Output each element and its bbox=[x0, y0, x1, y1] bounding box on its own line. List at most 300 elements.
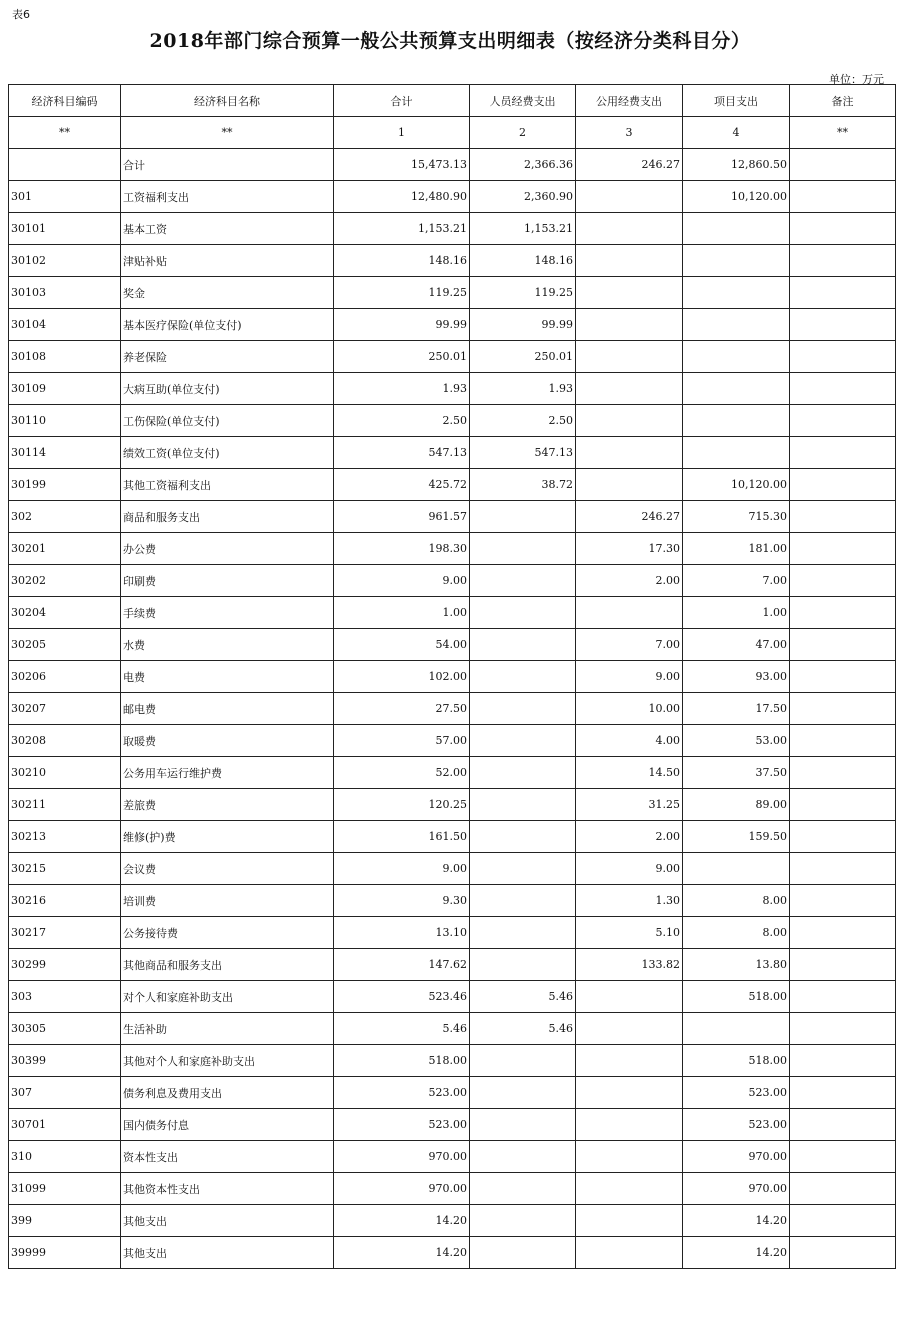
personnel-cell: 5.46 bbox=[470, 981, 576, 1013]
personnel-cell bbox=[470, 917, 576, 949]
code-cell: 30104 bbox=[9, 309, 121, 341]
table-row bbox=[9, 405, 896, 437]
code-cell: 310 bbox=[9, 1141, 121, 1173]
code-cell: 30701 bbox=[9, 1109, 121, 1141]
index-row bbox=[9, 117, 896, 149]
note-cell bbox=[790, 309, 896, 341]
note-cell bbox=[790, 1109, 896, 1141]
personnel-cell bbox=[470, 1173, 576, 1205]
note-cell bbox=[790, 501, 896, 533]
personnel-cell bbox=[470, 597, 576, 629]
note-cell bbox=[790, 245, 896, 277]
table-row bbox=[9, 757, 896, 789]
personnel-cell bbox=[470, 629, 576, 661]
code-cell: 30202 bbox=[9, 565, 121, 597]
note-cell bbox=[790, 533, 896, 565]
name-cell: 培训费 bbox=[121, 885, 334, 917]
personnel-cell bbox=[470, 1141, 576, 1173]
personnel-cell bbox=[470, 789, 576, 821]
note-cell bbox=[790, 1045, 896, 1077]
table-row bbox=[9, 181, 896, 213]
total-cell: 119.25 bbox=[334, 277, 470, 309]
project-cell bbox=[683, 341, 790, 373]
table-row bbox=[9, 949, 896, 981]
note-cell bbox=[790, 565, 896, 597]
code-cell: 30210 bbox=[9, 757, 121, 789]
personnel-cell: 2.50 bbox=[470, 405, 576, 437]
public-cell: 133.82 bbox=[576, 949, 683, 981]
table-row bbox=[9, 1205, 896, 1237]
project-cell: 970.00 bbox=[683, 1173, 790, 1205]
table-row bbox=[9, 309, 896, 341]
table-row bbox=[9, 725, 896, 757]
name-cell: 邮电费 bbox=[121, 693, 334, 725]
name-cell: 资本性支出 bbox=[121, 1141, 334, 1173]
note-cell bbox=[790, 149, 896, 181]
total-cell: 120.25 bbox=[334, 789, 470, 821]
personnel-cell: 5.46 bbox=[470, 1013, 576, 1045]
name-cell: 其他资本性支出 bbox=[121, 1173, 334, 1205]
note-cell bbox=[790, 437, 896, 469]
personnel-cell bbox=[470, 501, 576, 533]
note-cell bbox=[790, 1077, 896, 1109]
name-cell: 取暖费 bbox=[121, 725, 334, 757]
table-row bbox=[9, 501, 896, 533]
code-cell: 30215 bbox=[9, 853, 121, 885]
project-cell: 8.00 bbox=[683, 885, 790, 917]
name-cell: 工伤保险(单位支付) bbox=[121, 405, 334, 437]
public-cell bbox=[576, 981, 683, 1013]
public-cell bbox=[576, 309, 683, 341]
table-row bbox=[9, 437, 896, 469]
table-row bbox=[9, 277, 896, 309]
total-cell: 970.00 bbox=[334, 1141, 470, 1173]
code-cell: 30399 bbox=[9, 1045, 121, 1077]
project-cell bbox=[683, 373, 790, 405]
table-row bbox=[9, 693, 896, 725]
name-cell: 公务用车运行维护费 bbox=[121, 757, 334, 789]
public-cell bbox=[576, 469, 683, 501]
code-cell: 30109 bbox=[9, 373, 121, 405]
public-cell bbox=[576, 181, 683, 213]
code-cell: 30108 bbox=[9, 341, 121, 373]
public-cell bbox=[576, 1077, 683, 1109]
name-cell: 奖金 bbox=[121, 277, 334, 309]
code-cell: 30103 bbox=[9, 277, 121, 309]
public-cell: 246.27 bbox=[576, 501, 683, 533]
code-cell: 30299 bbox=[9, 949, 121, 981]
table-row bbox=[9, 885, 896, 917]
project-cell bbox=[683, 853, 790, 885]
total-cell: 14.20 bbox=[334, 1237, 470, 1269]
public-cell bbox=[576, 1237, 683, 1269]
code-cell: 30211 bbox=[9, 789, 121, 821]
table-row bbox=[9, 149, 896, 181]
total-cell: 27.50 bbox=[334, 693, 470, 725]
project-cell bbox=[683, 245, 790, 277]
public-cell: 2.00 bbox=[576, 821, 683, 853]
header-code: 经济科目编码 bbox=[9, 85, 121, 117]
total-cell: 52.00 bbox=[334, 757, 470, 789]
total-cell: 12,480.90 bbox=[334, 181, 470, 213]
total-cell: 970.00 bbox=[334, 1173, 470, 1205]
name-cell: 债务利息及费用支出 bbox=[121, 1077, 334, 1109]
table-row bbox=[9, 1141, 896, 1173]
personnel-cell bbox=[470, 1237, 576, 1269]
code-cell bbox=[9, 149, 121, 181]
code-cell: 30101 bbox=[9, 213, 121, 245]
header-note: 备注 bbox=[790, 85, 896, 117]
name-cell: 津贴补贴 bbox=[121, 245, 334, 277]
header-personnel: 人员经费支出 bbox=[470, 85, 576, 117]
name-cell: 差旅费 bbox=[121, 789, 334, 821]
name-cell: 基本工资 bbox=[121, 213, 334, 245]
header-project: 项目支出 bbox=[683, 85, 790, 117]
project-cell bbox=[683, 309, 790, 341]
public-cell bbox=[576, 1109, 683, 1141]
table-row bbox=[9, 629, 896, 661]
index-cell: 1 bbox=[334, 117, 470, 149]
code-cell: 30305 bbox=[9, 1013, 121, 1045]
code-cell: 30102 bbox=[9, 245, 121, 277]
public-cell bbox=[576, 1141, 683, 1173]
index-cell: ** bbox=[790, 117, 896, 149]
personnel-cell: 1.93 bbox=[470, 373, 576, 405]
note-cell bbox=[790, 597, 896, 629]
project-cell: 47.00 bbox=[683, 629, 790, 661]
name-cell: 国内债务付息 bbox=[121, 1109, 334, 1141]
personnel-cell bbox=[470, 853, 576, 885]
index-cell: ** bbox=[121, 117, 334, 149]
note-cell bbox=[790, 821, 896, 853]
total-cell: 54.00 bbox=[334, 629, 470, 661]
name-cell: 大病互助(单位支付) bbox=[121, 373, 334, 405]
code-cell: 31099 bbox=[9, 1173, 121, 1205]
project-cell: 13.80 bbox=[683, 949, 790, 981]
header-name: 经济科目名称 bbox=[121, 85, 334, 117]
note-cell bbox=[790, 213, 896, 245]
table-row bbox=[9, 373, 896, 405]
personnel-cell bbox=[470, 885, 576, 917]
name-cell: 公务接待费 bbox=[121, 917, 334, 949]
public-cell bbox=[576, 1045, 683, 1077]
personnel-cell: 547.13 bbox=[470, 437, 576, 469]
project-cell: 10,120.00 bbox=[683, 469, 790, 501]
personnel-cell bbox=[470, 1109, 576, 1141]
code-cell: 30208 bbox=[9, 725, 121, 757]
personnel-cell bbox=[470, 1045, 576, 1077]
index-cell: 3 bbox=[576, 117, 683, 149]
total-cell: 518.00 bbox=[334, 1045, 470, 1077]
total-cell: 198.30 bbox=[334, 533, 470, 565]
index-cell: 4 bbox=[683, 117, 790, 149]
code-cell: 30114 bbox=[9, 437, 121, 469]
name-cell: 基本医疗保险(单位支付) bbox=[121, 309, 334, 341]
public-cell: 4.00 bbox=[576, 725, 683, 757]
note-cell bbox=[790, 853, 896, 885]
public-cell bbox=[576, 1013, 683, 1045]
personnel-cell: 250.01 bbox=[470, 341, 576, 373]
project-cell: 14.20 bbox=[683, 1237, 790, 1269]
table-row bbox=[9, 213, 896, 245]
name-cell: 其他对个人和家庭补助支出 bbox=[121, 1045, 334, 1077]
table-row bbox=[9, 1109, 896, 1141]
total-cell: 1.93 bbox=[334, 373, 470, 405]
project-cell: 14.20 bbox=[683, 1205, 790, 1237]
project-cell: 970.00 bbox=[683, 1141, 790, 1173]
note-cell bbox=[790, 1237, 896, 1269]
project-cell: 518.00 bbox=[683, 981, 790, 1013]
code-cell: 303 bbox=[9, 981, 121, 1013]
name-cell: 办公费 bbox=[121, 533, 334, 565]
total-cell: 250.01 bbox=[334, 341, 470, 373]
code-cell: 30216 bbox=[9, 885, 121, 917]
project-cell: 12,860.50 bbox=[683, 149, 790, 181]
name-cell: 其他工资福利支出 bbox=[121, 469, 334, 501]
table-row bbox=[9, 1237, 896, 1269]
public-cell: 1.30 bbox=[576, 885, 683, 917]
note-cell bbox=[790, 1205, 896, 1237]
table-row bbox=[9, 661, 896, 693]
note-cell bbox=[790, 661, 896, 693]
table-row bbox=[9, 789, 896, 821]
name-cell: 其他支出 bbox=[121, 1205, 334, 1237]
name-cell: 水费 bbox=[121, 629, 334, 661]
public-cell: 246.27 bbox=[576, 149, 683, 181]
code-cell: 30205 bbox=[9, 629, 121, 661]
project-cell: 181.00 bbox=[683, 533, 790, 565]
personnel-cell bbox=[470, 533, 576, 565]
index-cell: 2 bbox=[470, 117, 576, 149]
name-cell: 对个人和家庭补助支出 bbox=[121, 981, 334, 1013]
note-cell bbox=[790, 1173, 896, 1205]
code-cell: 39999 bbox=[9, 1237, 121, 1269]
header-total: 合计 bbox=[334, 85, 470, 117]
total-cell: 547.13 bbox=[334, 437, 470, 469]
name-cell: 印刷费 bbox=[121, 565, 334, 597]
project-cell: 7.00 bbox=[683, 565, 790, 597]
public-cell bbox=[576, 437, 683, 469]
total-cell: 1.00 bbox=[334, 597, 470, 629]
note-cell bbox=[790, 885, 896, 917]
table-row bbox=[9, 853, 896, 885]
personnel-cell bbox=[470, 1077, 576, 1109]
total-cell: 102.00 bbox=[334, 661, 470, 693]
personnel-cell bbox=[470, 821, 576, 853]
name-cell: 手续费 bbox=[121, 597, 334, 629]
public-cell: 5.10 bbox=[576, 917, 683, 949]
total-cell: 9.00 bbox=[334, 565, 470, 597]
public-cell bbox=[576, 245, 683, 277]
project-cell: 715.30 bbox=[683, 501, 790, 533]
personnel-cell bbox=[470, 565, 576, 597]
code-cell: 307 bbox=[9, 1077, 121, 1109]
note-cell bbox=[790, 757, 896, 789]
project-cell: 10,120.00 bbox=[683, 181, 790, 213]
code-cell: 301 bbox=[9, 181, 121, 213]
personnel-cell: 2,366.36 bbox=[470, 149, 576, 181]
name-cell: 合计 bbox=[121, 149, 334, 181]
total-cell: 147.62 bbox=[334, 949, 470, 981]
total-cell: 1,153.21 bbox=[334, 213, 470, 245]
personnel-cell: 148.16 bbox=[470, 245, 576, 277]
personnel-cell: 2,360.90 bbox=[470, 181, 576, 213]
name-cell: 其他支出 bbox=[121, 1237, 334, 1269]
note-cell bbox=[790, 949, 896, 981]
total-cell: 523.00 bbox=[334, 1109, 470, 1141]
name-cell: 电费 bbox=[121, 661, 334, 693]
public-cell: 31.25 bbox=[576, 789, 683, 821]
personnel-cell bbox=[470, 1205, 576, 1237]
public-cell: 7.00 bbox=[576, 629, 683, 661]
name-cell: 商品和服务支出 bbox=[121, 501, 334, 533]
total-cell: 13.10 bbox=[334, 917, 470, 949]
code-cell: 30201 bbox=[9, 533, 121, 565]
note-cell bbox=[790, 373, 896, 405]
project-cell bbox=[683, 405, 790, 437]
personnel-cell bbox=[470, 661, 576, 693]
personnel-cell bbox=[470, 757, 576, 789]
note-cell bbox=[790, 277, 896, 309]
table-row bbox=[9, 917, 896, 949]
personnel-cell: 99.99 bbox=[470, 309, 576, 341]
public-cell bbox=[576, 1205, 683, 1237]
project-cell bbox=[683, 277, 790, 309]
public-cell: 14.50 bbox=[576, 757, 683, 789]
budget-table bbox=[8, 84, 896, 1269]
total-cell: 961.57 bbox=[334, 501, 470, 533]
note-cell bbox=[790, 693, 896, 725]
table-row bbox=[9, 341, 896, 373]
total-cell: 5.46 bbox=[334, 1013, 470, 1045]
table-row bbox=[9, 1173, 896, 1205]
project-cell: 17.50 bbox=[683, 693, 790, 725]
total-cell: 425.72 bbox=[334, 469, 470, 501]
code-cell: 30213 bbox=[9, 821, 121, 853]
total-cell: 15,473.13 bbox=[334, 149, 470, 181]
note-cell bbox=[790, 981, 896, 1013]
total-cell: 148.16 bbox=[334, 245, 470, 277]
total-cell: 523.46 bbox=[334, 981, 470, 1013]
code-cell: 30110 bbox=[9, 405, 121, 437]
table-row bbox=[9, 533, 896, 565]
project-cell bbox=[683, 213, 790, 245]
public-cell bbox=[576, 1173, 683, 1205]
table-row bbox=[9, 597, 896, 629]
table-row bbox=[9, 821, 896, 853]
project-cell: 1.00 bbox=[683, 597, 790, 629]
personnel-cell: 1,153.21 bbox=[470, 213, 576, 245]
public-cell: 9.00 bbox=[576, 661, 683, 693]
name-cell: 工资福利支出 bbox=[121, 181, 334, 213]
code-cell: 30199 bbox=[9, 469, 121, 501]
code-cell: 399 bbox=[9, 1205, 121, 1237]
total-cell: 99.99 bbox=[334, 309, 470, 341]
table-row bbox=[9, 1077, 896, 1109]
note-cell bbox=[790, 1013, 896, 1045]
public-cell bbox=[576, 405, 683, 437]
total-cell: 523.00 bbox=[334, 1077, 470, 1109]
table-row bbox=[9, 1045, 896, 1077]
public-cell bbox=[576, 341, 683, 373]
name-cell: 生活补助 bbox=[121, 1013, 334, 1045]
personnel-cell: 119.25 bbox=[470, 277, 576, 309]
total-cell: 9.30 bbox=[334, 885, 470, 917]
code-cell: 30204 bbox=[9, 597, 121, 629]
total-cell: 14.20 bbox=[334, 1205, 470, 1237]
public-cell: 2.00 bbox=[576, 565, 683, 597]
budget-table-body bbox=[9, 85, 896, 1269]
note-cell bbox=[790, 405, 896, 437]
project-cell: 93.00 bbox=[683, 661, 790, 693]
note-cell bbox=[790, 1141, 896, 1173]
table-row bbox=[9, 245, 896, 277]
note-cell bbox=[790, 181, 896, 213]
public-cell: 17.30 bbox=[576, 533, 683, 565]
total-cell: 2.50 bbox=[334, 405, 470, 437]
table-tag: 表6 bbox=[12, 8, 30, 21]
project-cell: 8.00 bbox=[683, 917, 790, 949]
note-cell bbox=[790, 629, 896, 661]
public-cell bbox=[576, 597, 683, 629]
personnel-cell bbox=[470, 949, 576, 981]
total-cell: 57.00 bbox=[334, 725, 470, 757]
project-cell: 523.00 bbox=[683, 1077, 790, 1109]
project-cell: 518.00 bbox=[683, 1045, 790, 1077]
note-cell bbox=[790, 341, 896, 373]
index-cell: ** bbox=[9, 117, 121, 149]
public-cell: 10.00 bbox=[576, 693, 683, 725]
header-public: 公用经费支出 bbox=[576, 85, 683, 117]
personnel-cell bbox=[470, 693, 576, 725]
public-cell bbox=[576, 213, 683, 245]
code-cell: 30206 bbox=[9, 661, 121, 693]
project-cell: 53.00 bbox=[683, 725, 790, 757]
project-cell: 159.50 bbox=[683, 821, 790, 853]
project-cell: 523.00 bbox=[683, 1109, 790, 1141]
project-cell: 37.50 bbox=[683, 757, 790, 789]
code-cell: 30217 bbox=[9, 917, 121, 949]
note-cell bbox=[790, 725, 896, 757]
personnel-cell: 38.72 bbox=[470, 469, 576, 501]
personnel-cell bbox=[470, 725, 576, 757]
name-cell: 其他商品和服务支出 bbox=[121, 949, 334, 981]
name-cell: 养老保险 bbox=[121, 341, 334, 373]
table-row bbox=[9, 1013, 896, 1045]
page-title: 2018年部门综合预算一般公共预算支出明细表（按经济分类科目分） bbox=[149, 30, 751, 52]
project-cell bbox=[683, 1013, 790, 1045]
total-cell: 9.00 bbox=[334, 853, 470, 885]
name-cell: 会议费 bbox=[121, 853, 334, 885]
note-cell bbox=[790, 469, 896, 501]
table-row bbox=[9, 981, 896, 1013]
note-cell bbox=[790, 917, 896, 949]
code-cell: 302 bbox=[9, 501, 121, 533]
code-cell: 30207 bbox=[9, 693, 121, 725]
public-cell bbox=[576, 373, 683, 405]
total-cell: 161.50 bbox=[334, 821, 470, 853]
table-row bbox=[9, 565, 896, 597]
note-cell bbox=[790, 789, 896, 821]
project-cell bbox=[683, 437, 790, 469]
unit-label: 单位：万元 bbox=[829, 73, 884, 86]
public-cell bbox=[576, 277, 683, 309]
table-row bbox=[9, 469, 896, 501]
header-row bbox=[9, 85, 896, 117]
name-cell: 维修(护)费 bbox=[121, 821, 334, 853]
name-cell: 绩效工资(单位支付) bbox=[121, 437, 334, 469]
public-cell: 9.00 bbox=[576, 853, 683, 885]
